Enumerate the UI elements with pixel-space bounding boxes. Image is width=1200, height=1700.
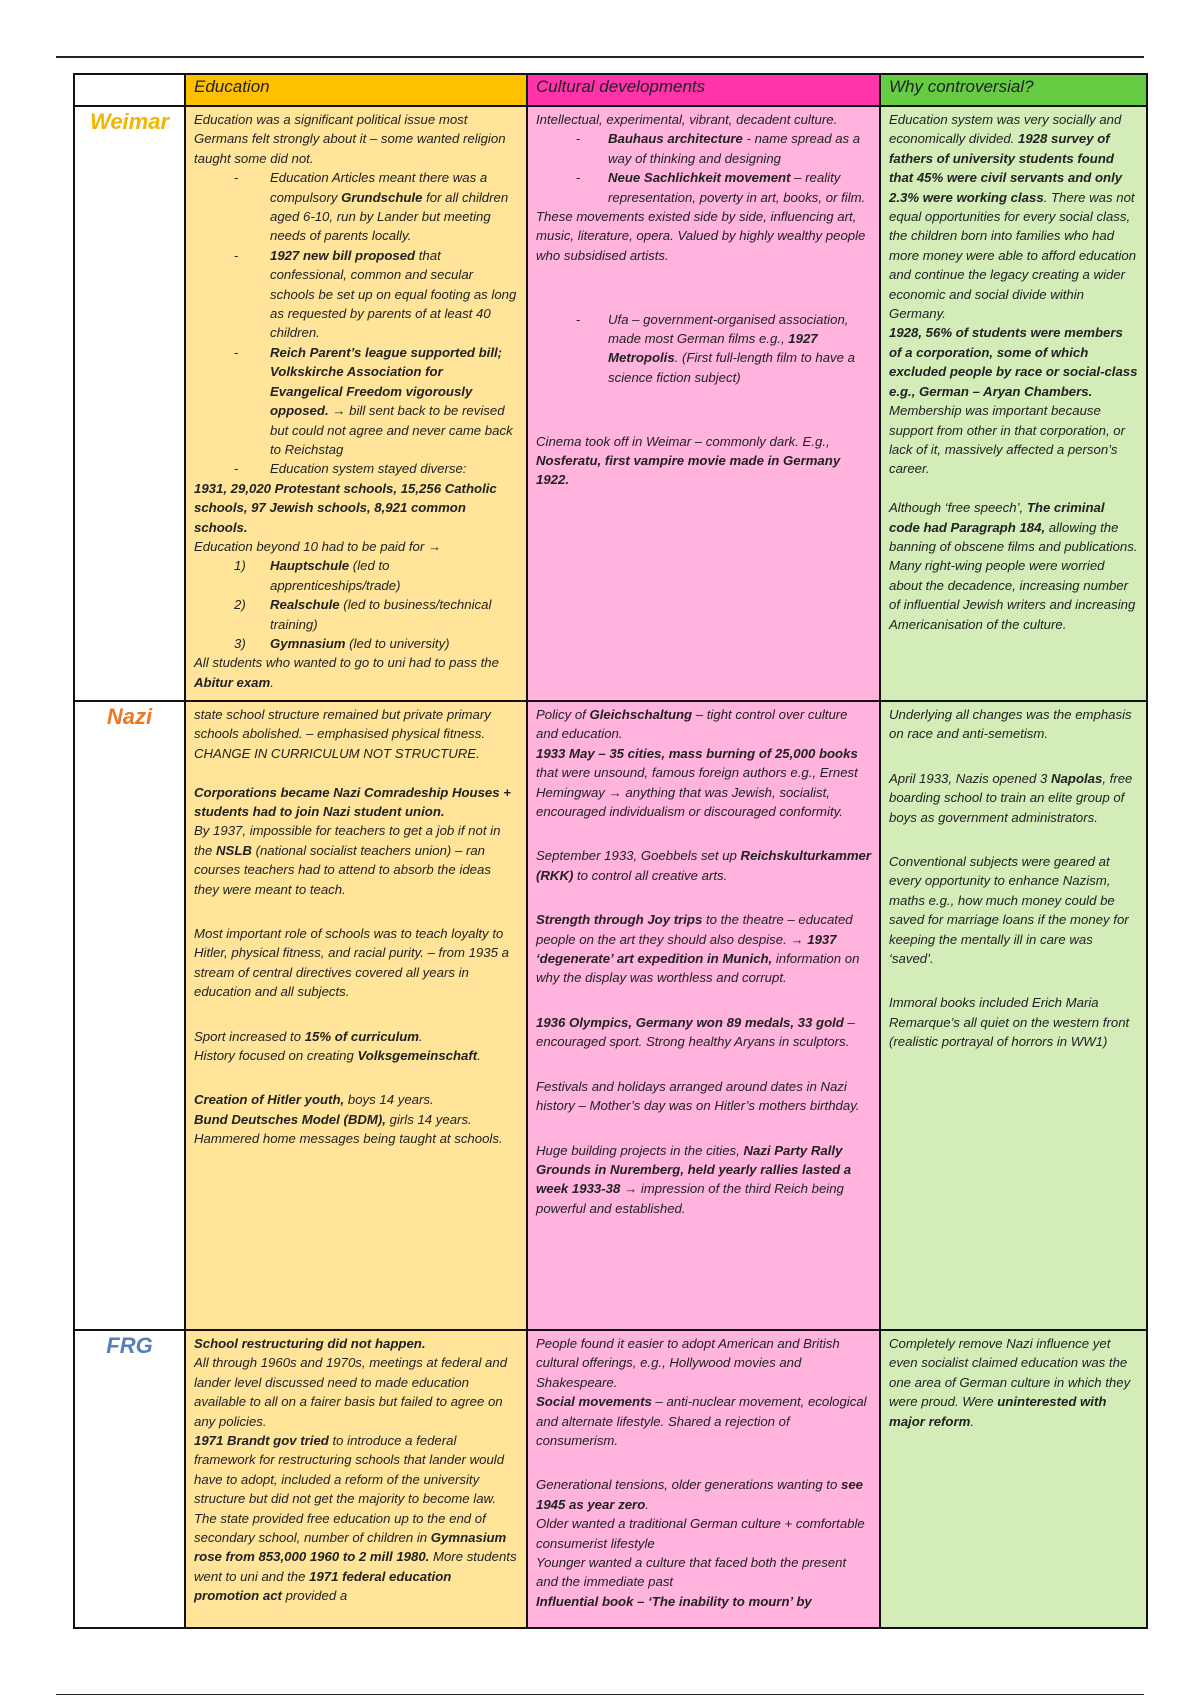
era-label-weimar: Weimar	[89, 109, 170, 134]
nazi-edu-p5c: Hammered home messages being taught at schools.	[194, 1131, 503, 1147]
nazi-cult-p5: Festivals and holidays arranged around dates in Nazi history – Mother’s day was on Hitler’s mothers birthday.	[536, 1078, 860, 1114]
nazi-why-p1: Underlying all changes was the emphasis on race and anti-semetism.	[889, 707, 1132, 742]
frg-why-cell	[880, 1330, 1147, 1628]
frg-cult-p1: People found it easier to adopt American and British cultural offerings, e.g., Hollywood movies and Shakespeare.	[536, 1336, 840, 1390]
row-weimar	[74, 106, 1147, 701]
nazi-cult-p4: 1936 Olympics, Germany won 89 medals, 33 gold – encouraged sport. Strong healthy Aryans in sculptors.	[536, 1014, 855, 1050]
frg-edu-p2: All through 1960s and 1970s, meetings at federal and lander level discussed need to made education available to all on a fairer basis but failed to agree on any policies.	[194, 1355, 508, 1429]
nazi-edu-p2b: By 1937, impossible for teachers to get a job if not in the NSLB (national socialist teachers union) – ran courses teachers had to attend to absorb the ideas they were meant to teach.	[194, 823, 501, 897]
frg-cult-p5: Younger wanted a culture that faced both the present and the immediate past	[536, 1555, 847, 1590]
weimar-cult-p2: These movements existed side by side, influencing art, music, literature, opera. Valued by highly wealthy people who subsidised artists.	[536, 209, 866, 263]
era-cell-frg	[74, 1330, 185, 1628]
comparison-table	[73, 73, 1148, 1629]
frg-education-cell	[185, 1330, 527, 1628]
weimar-edu-point-4: - Education system stayed diverse:	[194, 459, 518, 478]
weimar-edu-list-2: 2) Realschule (led to business/technical training)	[234, 597, 492, 632]
frg-edu-p1: School restructuring did not happen.	[194, 1336, 426, 1351]
header-blank	[74, 74, 185, 106]
nazi-cultural-cell	[527, 701, 880, 1330]
frg-cultural-cell	[527, 1330, 880, 1628]
era-label-frg: FRG	[106, 1333, 153, 1358]
weimar-edu-beyond: Education beyond 10 had to be paid for →	[194, 538, 442, 554]
nazi-edu-p2: Corporations became Nazi Comradeship Houses + students had to join Nazi student union.	[194, 784, 511, 820]
frg-cult-p4: Older wanted a traditional German culture + comfortable consumerist lifestyle	[536, 1516, 865, 1551]
bottom-rule	[56, 1694, 1144, 1695]
weimar-cult-intro: Intellectual, experimental, vibrant, decadent culture.	[536, 112, 838, 127]
era-cell-weimar	[74, 106, 185, 701]
header-why: Why controversial?	[880, 74, 1147, 106]
frg-cult-p2: Social movements – anti-nuclear movement, ecological and alternate lifestyle. Shared a rejection of consumerism.	[536, 1394, 867, 1449]
frg-edu-p3: 1971 Brandt gov tried to introduce a federal framework for restructuring schools that lander would have to adopt, included a reform of the university structure but did not get the majority to become law.	[194, 1433, 505, 1507]
weimar-edu-stats: 1931, 29,020 Protestant schools, 15,256 Catholic schools, 97 Jewish schools, 8,921 common schools.	[194, 480, 497, 535]
row-nazi	[74, 701, 1147, 1330]
weimar-why-p1: Education system was very socially and economically divided. 1928 survey of fathers of university students found that 45% were civil servants and only 2.3% were working class. There was not equal opportunities for every social class, the children born into families who had more money were able to afford education and continue the legacy creating a wider economic and social divide within Germany.	[889, 112, 1137, 322]
weimar-edu-intro: Education was a significant political issue most Germans felt strongly about it – some wanted religion taught some did not.	[194, 112, 506, 166]
nazi-cult-p1b: 1933 May – 35 cities, mass burning of 25,000 books that were unsound, famous foreign authors e.g., Ernest Hemingway → anything that was Jewish, socialist, encouraged individualism or discouraged conformity.	[536, 745, 858, 820]
weimar-edu-abitur: All students who wanted to go to uni had to pass the Abitur exam.	[194, 655, 499, 690]
weimar-why-cell	[880, 106, 1147, 701]
weimar-cult-point-1: - Bauhaus architecture - name spread as a way of thinking and designing	[536, 129, 871, 168]
nazi-why-p4: Immoral books included Erich Maria Remarque’s all quiet on the western front (realistic portrayal of horrors in WW1)	[889, 995, 1130, 1050]
weimar-edu-point-3: - Reich Parent’s league supported bill; Volkskirche Association for Evangelical Freedom vigorously opposed. → bill sent back to be revised but could not agree and never came back to Reichstag	[194, 343, 518, 459]
weimar-cult-point-2: - Neue Sachlichkeit movement – reality representation, poverty in art, books, or film.	[536, 168, 871, 207]
weimar-edu-list-3: 3) Gymnasium (led to university)	[234, 635, 450, 651]
nazi-why-p2: April 1933, Nazis opened 3 Napolas, free boarding school to train an elite group of boys as government administrators.	[889, 770, 1133, 825]
header-education: Education	[185, 74, 527, 106]
frg-why-p1: Completely remove Nazi influence yet even socialist claimed education was the one area of German culture in which they were proud. Were uninterested with major reform.	[889, 1336, 1131, 1429]
nazi-edu-p4: Sport increased to 15% of curriculum.	[194, 1028, 423, 1044]
header-cultural: Cultural developments	[527, 74, 880, 106]
frg-cult-p6: Influential book – ‘The inability to mourn’ by	[536, 1593, 812, 1609]
weimar-cult-point-3: - Ufa – government-organised association, made most German films e.g., 1927 Metropolis. (First full-length film to have a science fiction subject)	[536, 310, 871, 388]
nazi-why-cell	[880, 701, 1147, 1330]
weimar-edu-point-1: - Education Articles meant there was a compulsory Grundschule for all children aged 6-10, run by Lander but meeting needs of parents locally.	[194, 168, 518, 246]
frg-cult-p3: Generational tensions, older generations wanting to see 1945 as year zero.	[536, 1477, 863, 1512]
nazi-cult-p2: September 1933, Goebbels set up Reichskulturkammer (RKK) to control all creative arts.	[536, 848, 872, 883]
nazi-edu-p4b: History focused on creating Volksgemeinschaft.	[194, 1048, 481, 1064]
nazi-edu-p5: Creation of Hitler youth, boys 14 years.	[194, 1092, 434, 1108]
nazi-cult-p3: Strength through Joy trips to the theatre – educated people on the art they should also despise. → 1937 ‘degenerate’ art expedition in Munich, information on why the display was worthless and corrupt.	[536, 912, 860, 986]
weimar-why-p4: Many right-wing people were worried about the decadence, increasing number of influential Jewish writers and increasing Americanisation of the culture.	[889, 558, 1136, 632]
nazi-edu-p1: state school structure remained but private primary schools abolished. – emphasised physical fitness. CHANGE IN CURRICULUM NOT STRUCTURE.	[194, 707, 491, 761]
nazi-why-p3: Conventional subjects were geared at every opportunity to enhance Nazism, maths e.g., how much money could be saved for marriage loans if the money for keeping the mentally ill in care was ‘saved’.	[889, 854, 1129, 967]
frg-edu-p4: The state provided free education up to the end of secondary school, number of children in Gymnasium rose from 853,000 1960 to 2 mill 1980. More students went to uni and the 1971 federal education promotion act provided a	[194, 1510, 517, 1604]
nazi-edu-p5b: Bund Deutsches Model (BDM), girls 14 years.	[194, 1111, 472, 1127]
weimar-cult-cinema: Cinema took off in Weimar – commonly dark. E.g., Nosferatu, first vampire movie made in Germany 1922.	[536, 433, 841, 488]
top-rule	[56, 56, 1144, 58]
weimar-why-p2: 1928, 56% of students were members of a corporation, some of which excluded people by race or social-class e.g., German – Aryan Chambers. Membership was important because support from other in that corporation, or lack of it, massively affected a person’s career.	[889, 325, 1138, 477]
weimar-why-p3: Although ‘free speech’, The criminal code had Paragraph 184, allowing the banning of obscene films and publications.	[889, 500, 1138, 554]
header-row	[74, 74, 1147, 106]
era-label-nazi: Nazi	[106, 704, 153, 729]
weimar-edu-list-1: 1) Hauptschule (led to apprenticeships/trade)	[234, 558, 401, 593]
nazi-cult-p6: Huge building projects in the cities, Nazi Party Rally Grounds in Nuremberg, held yearly rallies lasted a week 1933-38 → impression of the third Reich being powerful and established.	[536, 1142, 852, 1216]
nazi-edu-p3: Most important role of schools was to teach loyalty to Hitler, physical fitness, and racial purity. – from 1935 a stream of central directives covered all years in education and all subjects.	[194, 926, 509, 1000]
row-frg	[74, 1330, 1147, 1628]
weimar-edu-point-2: - 1927 new bill proposed that confessional, common and secular schools be set up on equal footing as long as requested by parents of at least 40 children.	[194, 246, 518, 343]
nazi-cult-p1: Policy of Gleichschaltung – tight control over culture and education.	[536, 707, 848, 742]
weimar-cultural-cell	[527, 106, 880, 701]
nazi-education-cell	[185, 701, 527, 1330]
weimar-education-cell	[185, 106, 527, 701]
era-cell-nazi	[74, 701, 185, 1330]
